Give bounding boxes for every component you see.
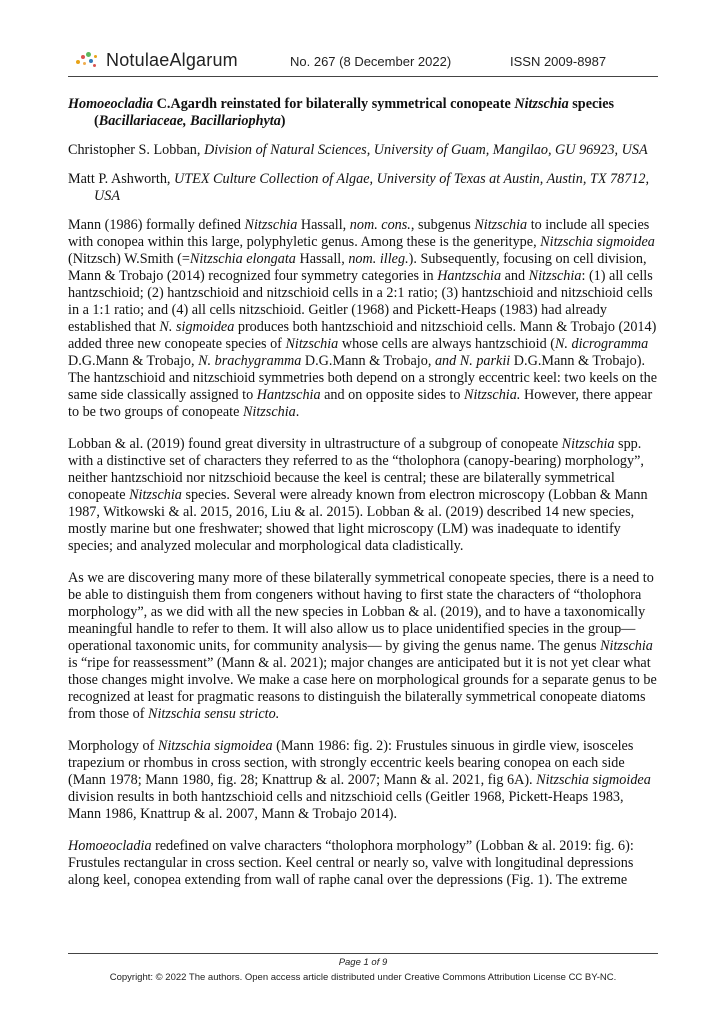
text-run: spp. with a distinctive set of characters they referred to as the “tholophora (canopy-bearing) morphology”, neither hantzschioid nor nitzschioid because the keel is central; these are bilaterally symmetrical conopeate <box>68 436 644 503</box>
text-run: and on opposite sides to <box>320 387 465 403</box>
text-run: Lobban & al. (2019) found great diversity in ultrastructure of a subgroup of conopeate <box>68 436 562 452</box>
logo-text: NotulaeAlgarum <box>106 50 238 70</box>
italic-text: Nitzschia sensu stricto. <box>148 706 280 722</box>
italic-text: N. dicrogramma <box>554 336 649 352</box>
text-run: D.G.Mann & Trobajo, <box>68 353 199 369</box>
italic-text: Nitzschia <box>600 638 653 654</box>
copyright-notice: Copyright: © 2022 The authors. Open access article distributed under Creative Commons Attribution License CC BY-NC. <box>109 972 617 983</box>
text-run: (Mann 1986: fig. 2): Frustules sinuous in girdle view, isosceles trapezium or rhombus in cross section, with strongly eccentric keels bearing conopea on each side (Mann 1978; Mann 1980, fig. 28; Knattrup & al. 2007; Mann & al. 2021, fig 6A). <box>68 738 634 788</box>
issn: ISSN 2009-8987 <box>510 54 607 69</box>
text-run: Hassall, <box>297 217 350 233</box>
paragraph <box>68 738 660 823</box>
text-run: ). Subsequently, focusing on cell division, Mann & Trobajo (2014) recognized four symmetry categories in <box>68 251 647 284</box>
italic-text: Nitzschia <box>244 217 298 233</box>
text-run: species. Several were already known from electron microscopy (Lobban & Mann 1987, Witkowski & al. 2015, 2016, Liu & al. 2015). Lobban & al. (2019) described 14 new species, mostly marine but one freshwater; showed that light microscopy (LM) was inadequate to identify species; and analyzed molecular and morphological data cladistically. <box>68 487 648 554</box>
italic-text: Hantzschia <box>256 387 321 403</box>
paragraph <box>68 570 660 723</box>
italic-text: Nitzschia elongata <box>189 251 296 267</box>
journal-header <box>68 44 658 77</box>
text-run: Mann (1986) formally defined <box>68 217 245 233</box>
italic-text: Nitzschia sigmoidea <box>540 234 655 250</box>
paragraph <box>68 436 660 555</box>
text-run: whose cells are always hantzschioid ( <box>338 336 555 352</box>
text-run: D.G.Mann & Trobajo). The hantzschioid and nitzschioid symmetries both depend on a strongly eccentric keel: two keels on the same side classically assigned to <box>68 353 658 403</box>
page-footer <box>68 953 658 983</box>
article-title: Homoeocladia C.Agardh reinstated for bilaterally symmetrical conopeate Nitzschia species (Bacillariaceae, Bacillariophyta) <box>68 96 615 129</box>
italic-text: and N. parkii <box>434 353 511 369</box>
text-run: : (1) all cells hantzschioid; (2) hantzschioid and nitzschioid cells in a 2:1 ratio; (3) hantzschioid and nitzschioid cells in a 1:1 ratio; and (4) all cells nitzschioid. Geitler (1968) and Pickett-Heaps (1983) had already established that <box>68 268 653 335</box>
italic-text: Nitzschia <box>528 268 582 284</box>
text-run: . <box>295 404 300 420</box>
text-run: , subgenus <box>410 217 475 233</box>
text-run: to include all species with conopea within this large, polyphyletic genus. Among these is the generitype, <box>68 217 650 250</box>
text-run: and <box>501 268 529 284</box>
author-2: Matt P. Ashworth, UTEX Culture Collection of Algae, University of Texas at Austin, Austin, TX 78712, USA <box>68 171 650 204</box>
italic-text: N. sigmoidea <box>159 319 235 335</box>
italic-text: Nitzschia <box>285 336 339 352</box>
text-run: division results in both hantzschioid cells and nitzschioid cells (Geitler 1968, Pickett-Heaps 1983, Mann 1986, Knattrup & al. 2007, Mann & Trobajo 2014). <box>68 789 624 822</box>
text-run: produces both hantzschioid and nitzschioid cells. Mann & Trobajo (2014) added three new conopeate species of <box>68 319 657 352</box>
page-number: Page 1 of 9 <box>338 957 388 968</box>
journal-logo <box>76 50 238 71</box>
article-body <box>68 96 660 904</box>
italic-text: Nitzschia. <box>464 387 521 403</box>
text-run: (Nitzsch) W.Smith (= <box>68 251 190 267</box>
italic-text: Hantzschia <box>437 268 502 284</box>
text-run: As we are discovering many more of these bilaterally symmetrical conopeate species, there is a need to be able to distinguish them from congeners without having to first state the characters of “tholophora morphology”, as we did with all the new species in Lobban & al. (2019), and to have a taxonomically meaningful handle to refer to them. It will also allow us to place unidentified species in the group—operational taxonomic units, for community analysis— by giving the genus name. The genus <box>68 570 654 654</box>
italic-text: Nitzschia sigmoidea <box>536 772 651 788</box>
italic-text: Nitzschia <box>561 436 615 452</box>
italic-text: Nitzschia <box>242 404 296 420</box>
paragraph <box>68 217 660 421</box>
text-run: However, there appear to be two groups of conopeate <box>68 387 653 420</box>
text-run: Hassall, <box>295 251 349 267</box>
logo-dots-icon <box>76 52 100 70</box>
italic-text: N. brachygramma <box>198 353 302 369</box>
issue-number: No. 267 (8 December 2022) <box>290 54 452 69</box>
italic-text: Nitzschia <box>129 487 182 503</box>
italic-text: nom. cons. <box>349 217 411 233</box>
text-run: D.G.Mann & Trobajo, <box>301 353 435 369</box>
text-run: is “ripe for reassessment” (Mann & al. 2021); major changes are anticipated but it is not yet clear what those changes might involve. We make a case here on morphological grounds for a separate genus to be recognized at least for pragmatic reasons to distinguish the bilaterally symmetrical conopeate diatoms from those of <box>68 655 657 722</box>
author-1: Christopher S. Lobban, Division of Natural Sciences, University of Guam, Mangilao, GU 96923, USA <box>68 142 648 158</box>
italic-text: Homoeocladia <box>68 838 152 854</box>
text-run: redefined on valve characters “tholophora morphology” (Lobban & al. 2019: fig. 6): Frustules rectangular in cross section. Keel central or nearly so, valve with longitudinal depressions along keel, conopea extending from wall of raphe canal over the depressions (Fig. 1). The extreme <box>68 838 634 888</box>
italic-text: Nitzschia <box>474 217 528 233</box>
italic-text: nom. illeg. <box>348 251 409 267</box>
text-run: Morphology of <box>68 738 158 754</box>
italic-text: Nitzschia sigmoidea <box>157 738 273 754</box>
paragraph <box>68 838 660 889</box>
